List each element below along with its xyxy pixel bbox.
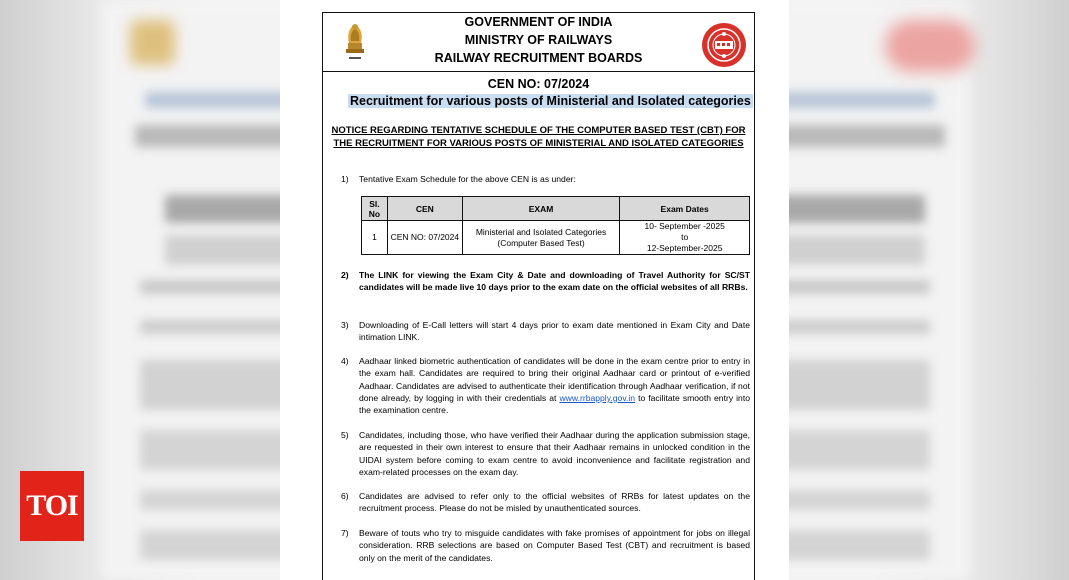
toi-logo-text: TOI [26,489,78,522]
item-text: Candidates are advised to refer only to the official websites of RRBs for latest updates on the recruitment process. Please do not be misled by unauthenticated sources. [359,491,750,514]
list-item [341,355,750,416]
cell-sl: 1 [362,221,388,255]
background-logo [885,20,975,72]
table-header-row [362,197,750,221]
cell-cen: CEN NO: 07/2024 [387,221,462,255]
list-item [341,527,750,564]
date-start: 10- September -2025 [644,221,725,231]
list-item [341,269,750,294]
date-to: to [681,232,689,242]
col-header-sl [362,197,388,221]
col-header-exam: EXAM [462,197,620,221]
notice-title-line2: THE RECRUITMENT FOR VARIOUS POSTS OF MINISTERIAL AND ISOLATED CATEGORIES [333,138,744,149]
notice-title-line1: NOTICE REGARDING TENTATIVE SCHEDULE OF THE COMPUTER BASED TEST (CBT) FOR [331,125,746,136]
list-item [341,173,750,185]
list-item [341,490,750,515]
item-number: 6) [341,491,349,501]
cen-number: CEN NO: 07/2024 [487,77,590,91]
cell-exam [462,221,620,255]
item-text-part: to facilitate smooth entry into the examination centre. [359,392,750,416]
item-text: Tentative Exam Schedule for the above CEN is as under: [359,174,576,184]
sl-label: Sl. [369,198,380,209]
item-text [359,355,750,416]
item-text: Candidates, including those, who have verified their Aadhaar during the application submission stage, are requested in their own interest to ensure that their Aadhaar remains in unlocked condition in the UIDAI system before coming to exam centre to avoid inconvenience and facilitate registration and exam-related processes on the exam day. [359,430,750,477]
document-header [323,13,754,72]
exam-mode: (Computer Based Test) [497,237,585,248]
header-boards: RAILWAY RECRUITMENT BOARDS [434,51,643,65]
item-number: 3) [341,320,349,330]
rrbapply-link[interactable]: www.rrbapply.gov.in [559,392,636,403]
exam-schedule-table [361,196,750,255]
item-text: The LINK for viewing the Exam City & Date and downloading of Travel Authority for SC/ST candidates will be made live 10 days prior to the exam date on the official websites of all RRBs. [359,270,750,293]
indian-railways-logo-icon [701,22,747,68]
col-header-cen: CEN [387,197,462,221]
list-item [341,429,750,478]
date-end: 12-September-2025 [646,243,723,253]
header-ministry: MINISTRY OF RAILWAYS [464,33,613,47]
cell-dates [620,221,750,255]
recruitment-subtitle: Recruitment for various posts of Ministerial and Isolated categories [350,94,751,108]
col-header-dates: Exam Dates [620,197,750,221]
item-number: 2) [341,270,349,280]
table-row [362,221,750,255]
item-number: 7) [341,528,349,538]
item-number: 5) [341,430,349,440]
item-number: 1) [341,174,349,184]
toi-logo [20,471,84,541]
document-frame [322,12,755,580]
exam-name: Ministerial and Isolated Categories [475,226,607,237]
header-government: GOVERNMENT OF INDIA [464,15,613,29]
item-number: 4) [341,356,349,366]
item-text: Beware of touts who try to misguide candidates with fake promises of appointment for jobs on illegal consideration. RRB selections are based on Computer Based Test (CBT) and recruitment is based only on the merit of the candidates. [359,528,750,563]
item-text: Downloading of E-Call letters will start 4 days prior to exam date mentioned in Exam City and Date intimation LINK. [359,320,750,343]
document-page [280,0,789,580]
item-text-part: Aadhaar linked biometric authentication of candidates will be done in the exam centre prior to entry in the exam hall. Candidates are required to bring their original Aadhaar card or printout of e-verified Aadhaar. Candidates are advised to authenticate their identification through Aadhaar verification, if not done already, by logging in with their credentials at [359,356,750,403]
list-item [341,319,750,344]
no-label: No [368,208,381,219]
background-emblem [130,20,175,65]
